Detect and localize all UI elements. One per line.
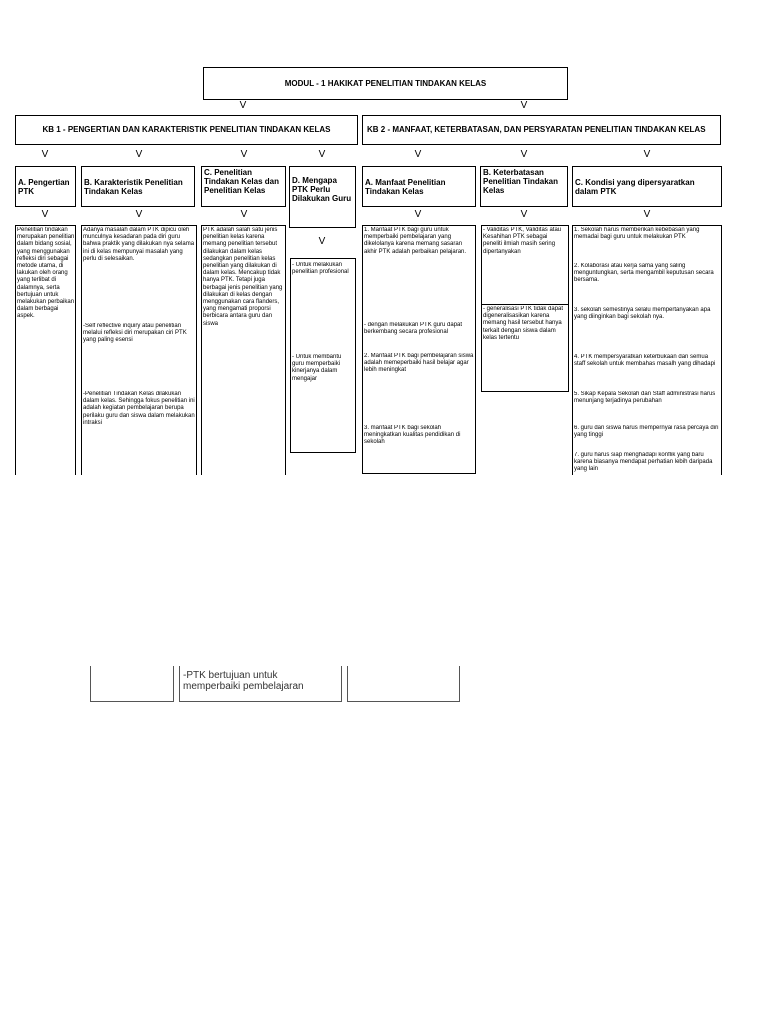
arrow-kb1-c: V — [240, 149, 248, 160]
arrow-e-content: V — [414, 209, 422, 220]
category-b-label: B. Karakteristik Penelitian Tindakan Kelas — [84, 177, 183, 196]
fragment-right-box — [347, 666, 460, 702]
content-f-text-1: - Validitas PTK, Validitas atau Kesahihan PTK sebagai peneliti ilmiah masih sering dipertanyakan — [483, 227, 562, 255]
content-e-text-4: 3. manfaat PTK bagi sekolah meningkatkan kualitas pendidikan di sekolah — [364, 425, 461, 446]
module-title-box — [203, 67, 568, 100]
arrow-kb1-b: V — [135, 149, 143, 160]
content-f-text-2: - generalisasi PTK tidak dapat digeneralisasikan karena memang hasil tersebut hanya terkait dengan siswa dalam kelas tertentu — [483, 306, 564, 341]
arrow-kb2-g: V — [643, 149, 651, 160]
fragment-text: -PTK bertujuan untuk memperbaiki pembelajaran — [183, 670, 304, 692]
kb2-label: KB 2 - MANFAAT, KETERBATASAN, DAN PERSYARATAN PENELITIAN TINDAKAN KELAS — [367, 125, 706, 134]
category-g-label: C. Kondisi yang dipersyaratkan dalam PTK — [575, 177, 695, 196]
content-e-text-1: 1. Manfaat PTK bagi guru untuk memperbaiki pembelajaran yang dikelolanya karena memang sasaran akhir PTK adalah perbaikan pelajaran. — [364, 227, 467, 255]
content-f-divider — [481, 304, 569, 305]
arrow-d-content: V — [318, 236, 326, 247]
category-c-label: C. Penelitian Tindakan Kelas dan Penelitian Kelas — [204, 168, 279, 195]
arrow-g-content: V — [643, 209, 651, 220]
arrow-kb1-d: V — [318, 149, 326, 160]
fragment-left-box — [90, 666, 174, 702]
content-b-text-2: -Self reflective inquiry atau penelitian melalui refleksi diri merupakan ciri PTK yang paling esensi — [83, 323, 187, 344]
arrow-kb1-a: V — [41, 149, 49, 160]
arrow-c-content: V — [240, 209, 248, 220]
category-g-box — [572, 166, 722, 207]
content-d-text-1: - Untuk melakukan penelitian profesional — [292, 262, 349, 276]
content-g-text-7: 7. guru harus siap menghadapi konflik yang baru karena biasanya mendapat perhatian lebih daripada yang lain — [574, 452, 713, 473]
arrow-f-content: V — [520, 209, 528, 220]
content-e-text-3: 2. Manfaat PTK bagi pembelajaran siswa adalah memeperbaiki hasil belajar agar lebih meningkat — [364, 353, 474, 374]
category-c-box — [201, 166, 286, 207]
content-d-text-2: - Untuk membantu guru memperbaiki kinerjanya dalam mengajar — [292, 354, 342, 382]
content-e-text-2: - dengan melakukan PTK guru dapat berkembang secara profesional — [364, 322, 463, 336]
arrow-title-kb1: V — [239, 100, 247, 111]
category-d-label: D. Mengapa PTK Perlu Dilakukan Guru — [292, 176, 352, 203]
arrow-kb2-e: V — [414, 149, 422, 160]
category-e-label: A. Manfaat Penelitian Tindakan Kelas — [365, 177, 446, 196]
arrow-kb2-f: V — [520, 149, 528, 160]
content-a-text: Penelitian tindakan merupakan penelitian dalam bidang sosial, yang menggunakan refleksi diri sebagai metode utama, di lakukan oleh orang yang terlibat di dalamnya, serta bertujuan untuk melakukan perbaikan dalam berbagai aspek. — [17, 227, 75, 320]
category-b-box — [81, 166, 195, 207]
kb1-box — [15, 115, 358, 145]
content-b-text-3: -Penelitian Tindakan Kelas dilakukan dalam kelas. Sehingga fokus penelitian ini adalah kegiatan pembelajaran berupa perilaku guru dan siswa dalam melakukan intraksi — [83, 391, 195, 426]
category-a-label: A. Pengertian PTK — [18, 177, 70, 196]
kb1-label: KB 1 - PENGERTIAN DAN KARAKTERISTIK PENELITIAN TINDAKAN KELAS — [42, 125, 331, 134]
content-g-text-6: 6. guru dan siswa harus mempernyai rasa percaya diri yang tinggi — [574, 425, 719, 439]
arrow-title-kb2: V — [520, 100, 528, 111]
category-e-box — [362, 166, 476, 207]
category-f-label: B. Keterbatasan Penelitian Tindakan Kelas — [483, 168, 558, 195]
module-title: MODUL - 1 HAKIKAT PENELITIAN TINDAKAN KELAS — [284, 78, 487, 88]
kb2-box — [362, 115, 721, 145]
content-g-text-4: 4. PTK mempersyaratkan keterbukaan dan semua staff sekolah untuk membahas masalh yang dihadapi — [574, 354, 716, 368]
category-a-box — [15, 166, 76, 207]
content-g-text-1: 1. Sekolah harus memberikan kebebasan yang memadai bagi guru untuk melakukan PTK — [574, 227, 700, 241]
arrow-b-content: V — [135, 209, 143, 220]
arrow-a-content: V — [41, 209, 49, 220]
content-c-text: PTK adalah salah satu jenis penelitian kelas karena memang penelitian tersebut dilakukan dalam kelas sedangkan penelitian kelas penelitian yang dilakukan di dalam kelas. Mencakup tidak hanya PTK. Tetapi juga berbagai jenis penelitian yang dilakukan di kelas dengan menggunakan cara flanders, yang mengamati proporsi berbicara antara guru dan siswa — [203, 227, 283, 327]
content-g-text-2: 2. Kolaborasi atau kerja sama yang saling menguntungkan, serta mengambil keputusan secara bersama. — [574, 263, 714, 284]
content-g-text-3: 3. sekolah semestinya selalu mempertanyakan apa yang diinginkan bagi sekolah nya. — [574, 307, 711, 321]
category-f-box — [480, 166, 568, 207]
category-d-box — [289, 166, 356, 228]
content-b-text-1: Adanya masalah dalam PTK dipicu oleh munculnya kesadaran pada diri guru bahwa praktik yang dilakukan nya selama ini di kelas mempunyai masalah yang perlu di selesaikan. — [83, 227, 195, 262]
content-g-text-5: 5. Sikap Kepala Sekolah dan Staff administrasi harus menunjang terjadinya perubahan — [574, 391, 716, 405]
